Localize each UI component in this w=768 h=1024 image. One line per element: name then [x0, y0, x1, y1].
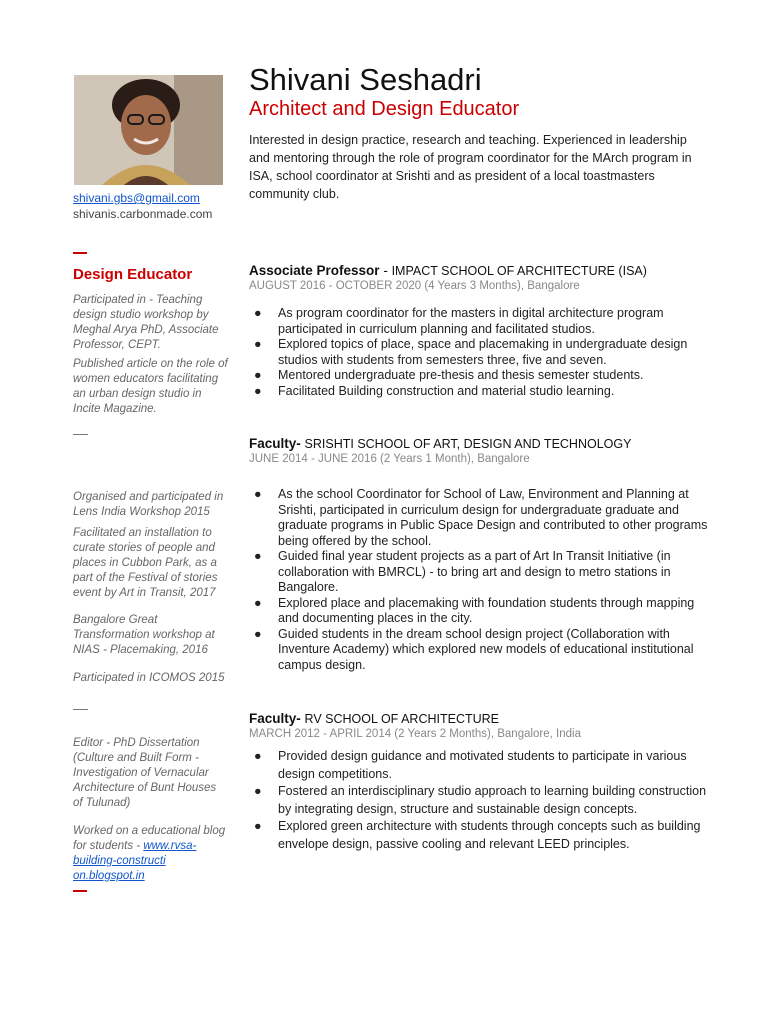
- job-dates: JUNE 2014 - JUNE 2016 (2 Years 1 Month), Bangalore: [249, 453, 530, 465]
- job-org: SRISHTI SCHOOL OF ART, DESIGN AND TECHNOLOGY: [304, 437, 632, 451]
- list-item: ● Fostered an interdisciplinary studio approach to learning building construction by integrating design, structure and sustainable design concepts.: [254, 784, 707, 816]
- bullet-icon: ●: [254, 306, 262, 320]
- list-item: ● Guided students in the dream school design project (Collaboration with Inventure Academy) which explored new models of educational institutional campus design.: [254, 626, 694, 672]
- bullet-icon: ●: [254, 549, 262, 563]
- job-entry: [249, 711, 709, 853]
- sidebar-item: Editor - PhD Dissertation (Culture and Built Form - Investigation of Vernacular Architecture of Bunt Houses of Tulunad): [73, 737, 217, 809]
- bullet-icon: ●: [254, 487, 262, 501]
- job-entry: [249, 263, 709, 399]
- sidebar-item: Participated in ICOMOS 2015: [73, 672, 225, 684]
- list-item: ● As the school Coordinator for School of Law, Environment and Planning at Srishti, participated in curriculum design for undergraduate graduate and graduate programs in Public Space Design and contributed to other programs being offered by the school.: [254, 487, 708, 548]
- job-heading: [249, 263, 709, 278]
- sidebar-item: Bangalore Great Transformation workshop at NIAS - Placemaking, 2016: [73, 614, 215, 656]
- job-bullets: [249, 487, 709, 673]
- job-heading: [249, 711, 709, 726]
- sidebar-item-blog: [73, 824, 228, 884]
- job-dates: AUGUST 2016 - OCTOBER 2020 (4 Years 3 Months), Bangalore: [249, 280, 580, 292]
- contact-block: [73, 190, 212, 222]
- job-org: IMPACT SCHOOL OF ARCHITECTURE (ISA): [391, 264, 647, 278]
- list-item: ● Facilitated Building construction and material studio learning.: [254, 383, 615, 398]
- sidebar-red-dash-bottom: [73, 890, 228, 892]
- sidebar-item: Facilitated an installation to curate stories of people and places in Cubbon Park, as a part of the Festival of stories event by Art in Transit, 2017: [73, 527, 218, 599]
- job-org: RV SCHOOL OF ARCHITECTURE: [304, 712, 500, 726]
- job-role: Associate Professor: [249, 263, 380, 278]
- job-bullets: [249, 748, 709, 853]
- bullet-icon: ●: [254, 595, 262, 610]
- website-text: shivanis.carbonmade.com: [73, 207, 213, 221]
- list-item: ● Explored topics of place, space and placemaking in undergraduate design studios with students from semesters three, five and seven.: [254, 337, 688, 367]
- person-name: Shivani Seshadri: [249, 62, 482, 97]
- list-item: ● Provided design guidance and motivated students to participate in various design competitions.: [254, 749, 687, 781]
- sidebar-item: Participated in - Teaching design studio workshop by Meghal Arya PhD, Associate Professor, CEPT.: [73, 294, 219, 351]
- email-link[interactable]: shivani.gbs@gmail.com: [73, 191, 200, 205]
- bullet-icon: ●: [254, 626, 262, 641]
- summary-text: Interested in design practice, research and teaching. Experienced in leadership and mentoring through the role of program coordinator for the MArch program in ISA, school coordinator at Srishti and as president of a local toastmasters community club.: [249, 133, 692, 201]
- person-title: Architect and Design Educator: [249, 98, 520, 120]
- bullet-icon: ●: [254, 337, 262, 351]
- job-role: Faculty-: [249, 436, 301, 451]
- bullet-icon: ●: [254, 819, 262, 833]
- list-item: ● Guided final year student projects as a part of Art In Transit Initiative (in collaboration with BMRCL) - to bring art and design to metro stations in Bangalore.: [254, 549, 671, 594]
- sidebar-grey-dash: [73, 434, 228, 435]
- list-item: ● Explored place and placemaking with foundation students through mapping and documenting places in the city.: [254, 595, 695, 625]
- job-heading: [249, 436, 709, 451]
- job-separator: -: [379, 263, 392, 278]
- bullet-icon: ●: [254, 784, 262, 798]
- list-item: ● As program coordinator for the masters in digital architecture program participated in curriculum planning and facilitated studios.: [254, 306, 664, 336]
- bullet-icon: ●: [254, 383, 262, 398]
- job-entry: [249, 436, 709, 673]
- list-item: ● Explored green architecture with students through concepts such as building envelope design, passive cooling and relevant LEED principles.: [254, 819, 701, 851]
- bullet-icon: ●: [254, 368, 262, 382]
- blog-link[interactable]: www.rvsa-building-constructi on.blogspot.in: [73, 840, 197, 882]
- list-item: ● Mentored undergraduate pre-thesis and thesis semester students.: [254, 368, 644, 382]
- sidebar-item: Worked on a educational blog for students -: [73, 825, 226, 852]
- profile-photo: [74, 75, 223, 185]
- job-dates: MARCH 2012 - APRIL 2014 (2 Years 2 Months), Bangalore, India: [249, 728, 581, 740]
- job-role: Faculty-: [249, 711, 301, 726]
- bullet-icon: ●: [254, 749, 262, 763]
- sidebar-item: Published article on the role of women educators facilitating an urban design studio in Incite Magazine.: [73, 358, 228, 415]
- sidebar-item: Organised and participated in Lens India Workshop 2015: [73, 491, 224, 518]
- job-bullets: [249, 306, 709, 399]
- sidebar-red-dash-top: [73, 252, 228, 254]
- sidebar-section-title: Design Educator: [73, 266, 193, 283]
- sidebar-grey-dash: [73, 709, 228, 710]
